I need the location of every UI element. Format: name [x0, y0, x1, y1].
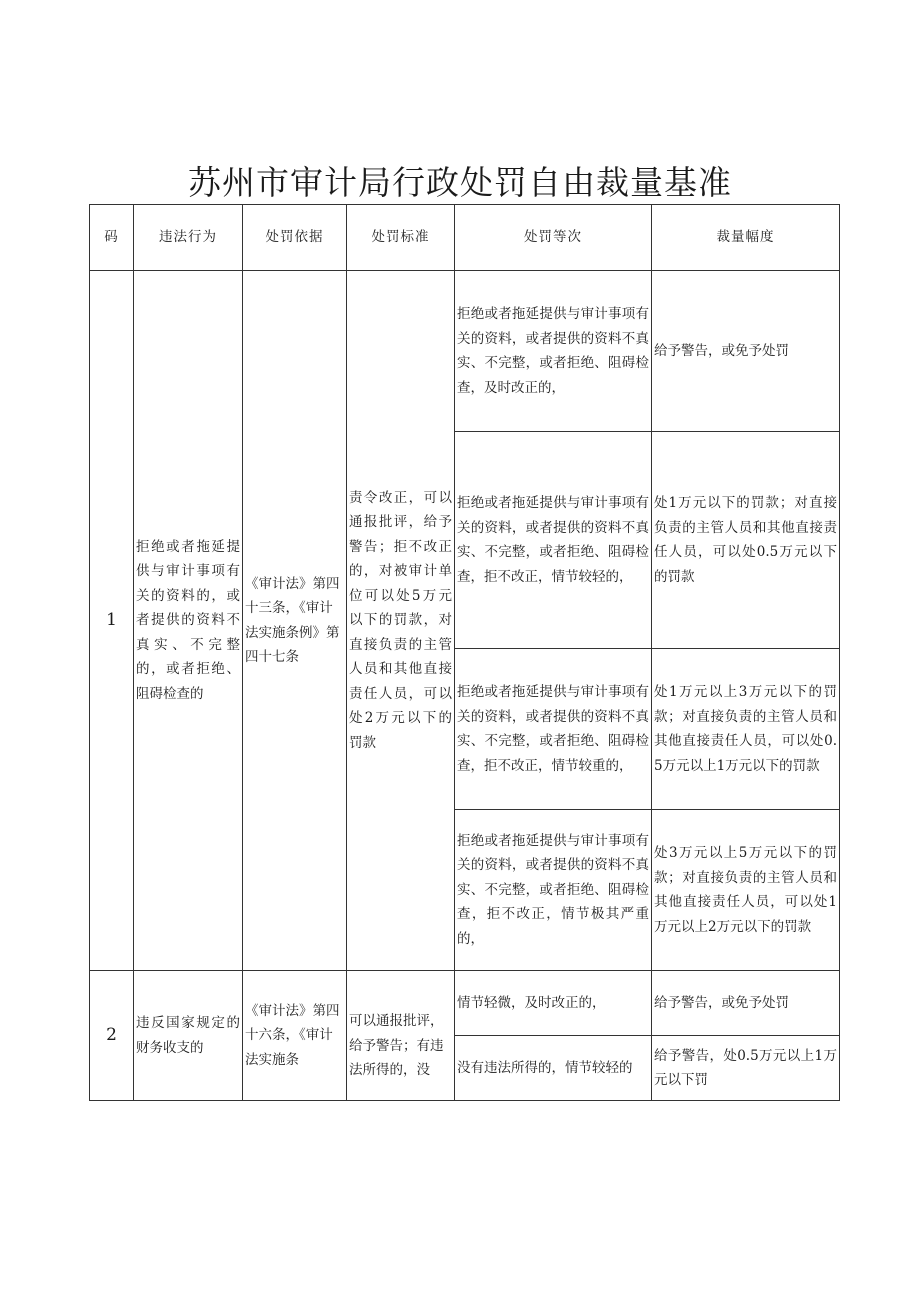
discretion-range: 处1万元以下的罚款；对直接负责的主管人员和其他直接责任人员，可以处0.5万元以下的罚款 — [652, 432, 840, 649]
penalty-standard — [347, 971, 455, 1101]
header-standard: 处罚标准 — [347, 205, 455, 271]
header-basis: 处罚依据 — [243, 205, 347, 271]
discretion-range: 处1万元以上3万元以下的罚款；对直接负责的主管人员和其他直接责任人员，可以处0.5万元以上1万元以下的罚款 — [652, 649, 840, 810]
row-code: 1 — [90, 271, 134, 971]
discretion-range: 给予警告，或免予处罚 — [652, 971, 840, 1036]
penalty-standard-text: 可以通报批评，给予警告；有违法所得的，没 — [349, 1013, 444, 1078]
header-level: 处罚等次 — [455, 205, 652, 271]
row-code: 2 — [90, 971, 134, 1101]
discretion-range: 给予警告，或免予处罚 — [652, 271, 840, 432]
violation-behavior: 拒绝或者拖延提供与审计事项有关的资料的，或者提供的资料不真实、不完整的，或者拒绝、阻碍检查的 — [134, 271, 243, 971]
penalty-level: 拒绝或者拖延提供与审计事项有关的资料，或者提供的资料不真实、不完整，或者拒绝、阻碍检查，拒不改正，情节较轻的， — [455, 432, 652, 649]
penalty-standard: 责令改正，可以通报批评，给予警告；拒不改正的，对被审计单位可以处5万元以下的罚款，对直接负责的主管人员和其他直接责任人员，可以处2万元以下的罚款 — [347, 271, 455, 971]
discretion-range: 给予警告，处0.5万元以上1万元以下罚 — [652, 1036, 840, 1101]
violation-behavior: 违反国家规定的财务收支的 — [134, 971, 243, 1101]
penalty-basis: 《审计法》第四十六条，《审计法实施条 — [243, 971, 347, 1101]
penalty-level: 拒绝或者拖延提供与审计事项有关的资料，或者提供的资料不真实、不完整，或者拒绝、阻碍检查，拒不改正，情节较重的， — [455, 649, 652, 810]
header-row — [90, 205, 840, 271]
penalty-level: 拒绝或者拖延提供与审计事项有关的资料，或者提供的资料不真实、不完整，或者拒绝、阻碍检查，拒不改正，情节极其严重的， — [455, 810, 652, 971]
penalty-basis: 《审计法》第四十三条，《审计法实施条例》第四十七条 — [243, 271, 347, 971]
header-code: 码 — [90, 205, 134, 271]
header-range: 裁量幅度 — [652, 205, 840, 271]
header-behavior: 违法行为 — [134, 205, 243, 271]
table-row — [90, 271, 840, 432]
penalty-level: 情节轻微，及时改正的， — [455, 971, 652, 1036]
penalty-table — [89, 204, 840, 1101]
table-row — [90, 971, 840, 1036]
document-title: 苏州市审计局行政处罚自由裁量基准 — [188, 163, 732, 202]
discretion-range: 处3万元以上5万元以下的罚款；对直接负责的主管人员和其他直接责任人员，可以处1万元以上2万元以下的罚款 — [652, 810, 840, 971]
penalty-level: 拒绝或者拖延提供与审计事项有关的资料，或者提供的资料不真实、不完整，或者拒绝、阻碍检查，及时改正的， — [455, 271, 652, 432]
penalty-level: 没有违法所得的，情节较轻的 — [455, 1036, 652, 1101]
